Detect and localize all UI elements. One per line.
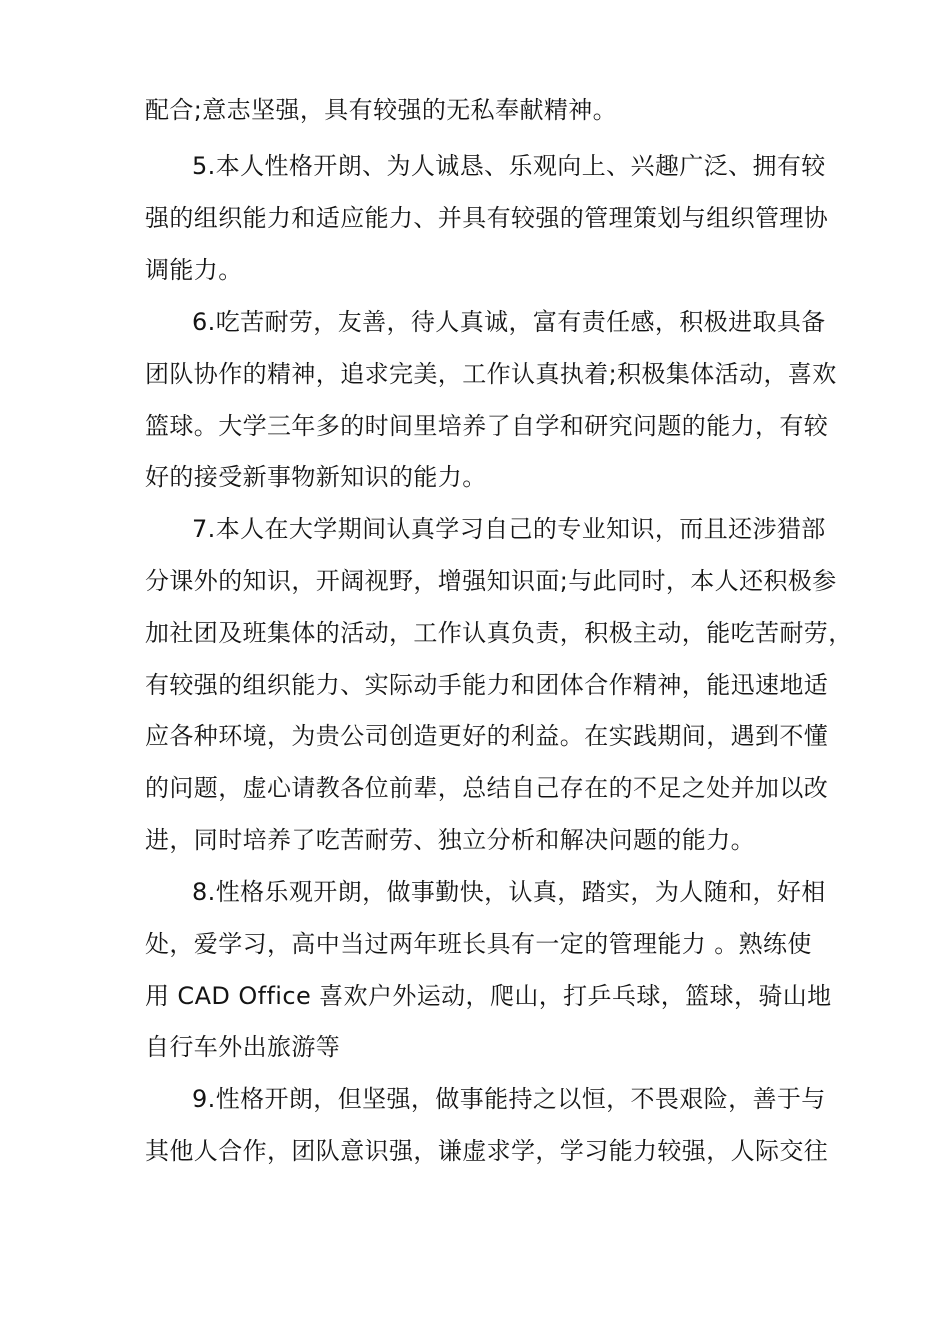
- text-line: 团队协作的精神，追求完美，工作认真执着;积极集体活动，喜欢: [145, 360, 837, 388]
- text-line: 7.本人在大学期间认真学习自己的专业知识，而且还涉猎部: [192, 515, 826, 543]
- text-line: 9.性格开朗，但坚强，做事能持之以恒，不畏艰险，善于与: [192, 1085, 826, 1113]
- text-line: 好的接受新事物新知识的能力。: [145, 463, 487, 491]
- text-line: 处，爱学习，高中当过两年班长具有一定的管理能力 。熟练使: [145, 930, 812, 958]
- text-line: 有较强的组织能力、实际动手能力和团体合作精神，能迅速地适: [145, 671, 829, 699]
- text-line: 应各种环境，为贵公司创造更好的利益。在实践期间，遇到不懂: [145, 722, 829, 750]
- text-line: 用 CAD Office 喜欢户外运动，爬山，打乒乓球，篮球，骑山地: [145, 982, 832, 1010]
- text-line: 强的组织能力和适应能力、并具有较强的管理策划与组织管理协: [145, 204, 829, 232]
- text-line: 的问题，虚心请教各位前辈，总结自己存在的不足之处并加以改: [145, 774, 829, 802]
- text-line: 6.吃苦耐劳，友善，待人真诚，富有责任感，积极进取具备: [192, 308, 826, 336]
- text-line: 配合;意志坚强，具有较强的无私奉献精神。: [145, 96, 618, 124]
- text-line: 5.本人性格开朗、为人诚恳、乐观向上、兴趣广泛、拥有较: [192, 152, 826, 180]
- text-line: 自行车外出旅游等: [145, 1033, 341, 1061]
- text-line: 分课外的知识，开阔视野，增强知识面;与此同时，本人还积极参: [145, 567, 837, 595]
- text-line: 篮球。大学三年多的时间里培养了自学和研究问题的能力，有较: [145, 412, 829, 440]
- text-line: 调能力。: [145, 256, 243, 284]
- text-line: 其他人合作，团队意识强，谦虚求学，学习能力较强，人际交往: [145, 1137, 829, 1165]
- text-line: 加社团及班集体的活动，工作认真负责，积极主动，能吃苦耐劳，: [145, 619, 853, 647]
- text-line: 8.性格乐观开朗，做事勤快，认真，踏实，为人随和，好相: [192, 878, 826, 906]
- text-line: 进，同时培养了吃苦耐劳、独立分析和解决问题的能力。: [145, 826, 755, 854]
